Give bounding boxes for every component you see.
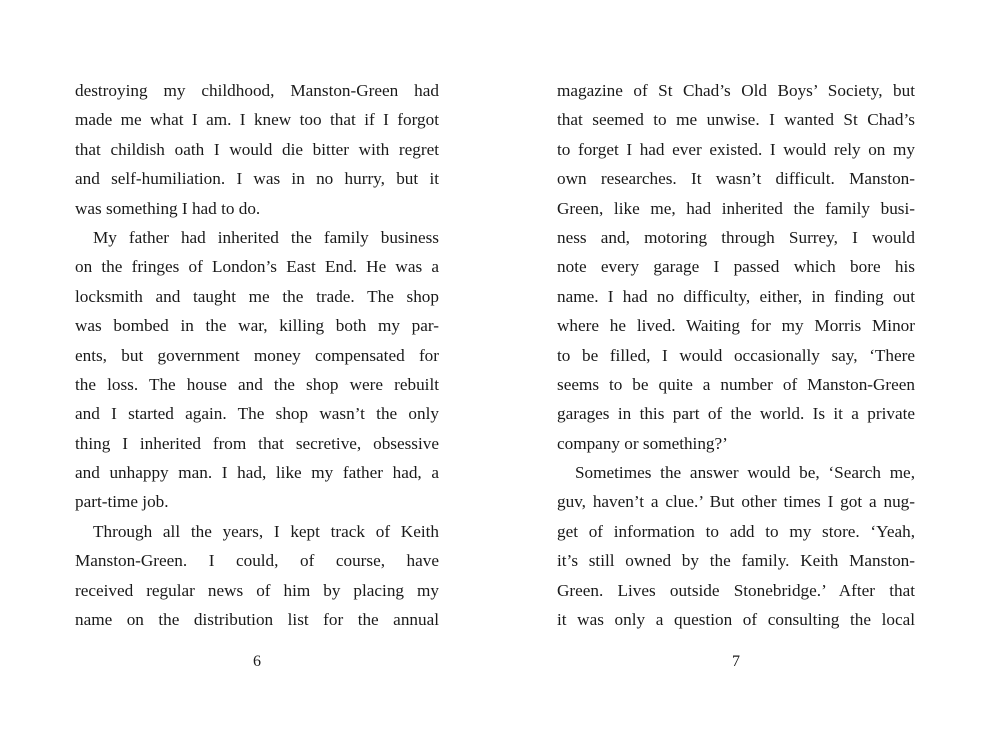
page-number-right: 7: [732, 653, 740, 670]
text-line: seems to be quite a number of Manston-Green: [557, 374, 915, 394]
right-page-text: [557, 76, 915, 634]
text-line: where he lived. Waiting for my Morris Minor: [557, 316, 915, 336]
text-line: on the fringes of London’s East End. He was a: [75, 257, 439, 277]
text-line: locksmith and taught me the trade. The shop: [75, 286, 439, 306]
text-line: Green, like me, had inherited the family busi-: [557, 198, 915, 218]
text-line: get of information to add to my store. ‘Yeah,: [557, 521, 915, 541]
text-line: guv, haven’t a clue.’ But other times I got a nug-: [557, 492, 915, 512]
text-line: to forget I had ever existed. I would rely on my: [557, 139, 915, 159]
text-line: was something I had to do.: [75, 198, 261, 218]
text-line: Sometimes the answer would be, ‘Search me,: [575, 463, 915, 483]
text-line: that childish oath I would die bitter with regret: [75, 139, 439, 159]
text-line: and self-humiliation. I was in no hurry, but it: [75, 169, 439, 189]
text-line: thing I inherited from that secretive, obsessive: [75, 433, 439, 453]
text-line: that seemed to me unwise. I wanted St Chad’s: [557, 110, 915, 130]
text-line: Manston-Green. I could, of course, have: [75, 551, 439, 571]
text-line: made me what I am. I knew too that if I forgot: [75, 110, 439, 130]
text-line: part-time job.: [75, 492, 169, 512]
text-line: it’s still owned by the family. Keith Manston-: [557, 551, 915, 571]
text-line: name on the distribution list for the annual: [75, 610, 439, 630]
text-line: own researches. It wasn’t difficult. Manston-: [557, 169, 915, 189]
text-line: note every garage I passed which bore his: [557, 257, 915, 277]
text-line: received regular news of him by placing my: [75, 580, 439, 600]
text-line: magazine of St Chad’s Old Boys’ Society, but: [557, 81, 915, 100]
text-line: My father had inherited the family business: [93, 227, 439, 247]
text-line: ness and, motoring through Surrey, I would: [557, 227, 915, 247]
text-line: name. I had no difficulty, either, in finding out: [557, 286, 915, 306]
text-line: Green. Lives outside Stonebridge.’ After that: [557, 580, 915, 600]
text-line: was bombed in the war, killing both my par-: [75, 316, 439, 336]
text-line: and I started again. The shop wasn’t the only: [75, 404, 439, 424]
text-line: destroying my childhood, Manston-Green had: [75, 81, 439, 100]
text-line: garages in this part of the world. Is it a private: [557, 404, 915, 424]
page-number-left: 6: [253, 653, 261, 670]
text-line: ents, but government money compensated for: [75, 345, 439, 365]
text-line: Through all the years, I kept track of Keith: [93, 521, 439, 541]
text-line: and unhappy man. I had, like my father had, a: [75, 463, 439, 483]
left-page-text: [75, 76, 439, 634]
text-line: it was only a question of consulting the local: [557, 610, 915, 630]
text-line: to be filled, I would occasionally say, ‘There: [557, 345, 915, 365]
text-line: company or something?’: [557, 433, 728, 453]
text-line: the loss. The house and the shop were rebuilt: [75, 374, 439, 394]
